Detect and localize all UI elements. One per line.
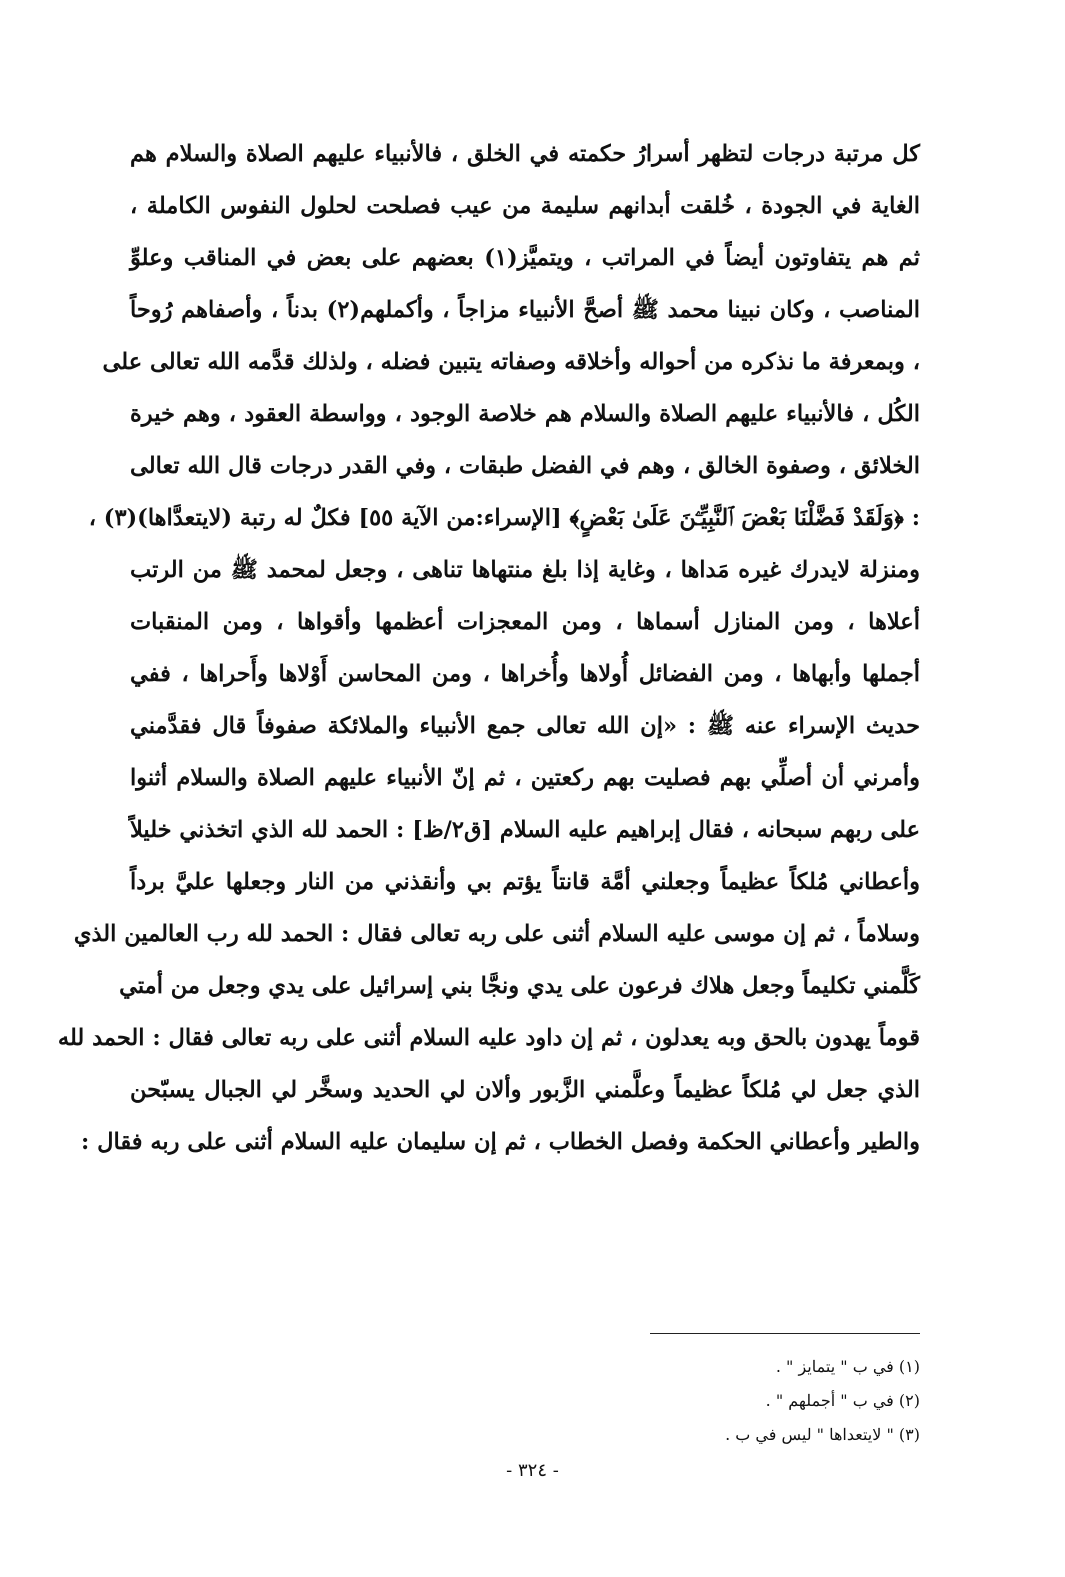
text-line-1: كل مرتبة درجات لتظهر أسرارُ حكمته في الخلق ، فالأنبياء عليهم الصلاة والسلام هم [130, 141, 920, 167]
page-number: - ٣٢٤ - [506, 1460, 559, 1481]
text-line-4: المناصب ، وكان نبينا محمد ﷺ أصحَّ الأنبياء مزاجاً ، وأكملهم(٢) بدناً ، وأصفاهم رُوحاً [130, 297, 920, 323]
text-line-8-quran-verse: : ﴿وَلَقَدْ فَضَّلْنَا بَعْضَ ٱلنَّبِيِّـۧنَ عَلَىٰ بَعْضٍ﴾ [الإسراء:من الآية ٥٥] فكلٌ له رتبة (لايتعدَّاها)(٣) ، [88, 505, 920, 531]
text-line-15: وأعطاني مُلكاً عظيماً وجعلني أمَّة قانتاً يؤتم بي وأنقذني من النار وجعلها عليَّ برداً [130, 869, 920, 895]
main-text-block [57, 128, 921, 1168]
footnote-separator-rule [650, 1333, 920, 1334]
footnote-1: (١) في ب " يتمايز " . [775, 1357, 920, 1376]
text-line-12: حديث الإسراء عنه ﷺ : «إن الله تعالى جمع الأنبياء والملائكة صفوفاً قال فقدَّمني [130, 713, 920, 739]
text-line-5: ، وبمعرفة ما نذكره من أحواله وأخلاقه وصفاته يتبين فضله ، ولذلك قدَّمه الله تعالى على [102, 349, 920, 375]
text-line-9: ومنزلة لايدرك غيره مَداها ، وغاية إذا بلغ منتهاها تناهى ، وجعل لمحمد ﷺ من الرتب [130, 557, 920, 583]
text-line-7: الخلائق ، وصفوة الخالق ، وهم في الفضل طبقات ، وفي القدر درجات قال الله تعالى [130, 453, 920, 479]
text-line-10: أعلاها ، ومن المنازل أسماها ، ومن المعجزات أعظمها وأقواها ، ومن المنقبات [130, 609, 920, 635]
footnote-3: (٣) " لايتعداها " ليس في ب . [725, 1425, 920, 1444]
text-line-19: الذي جعل لي مُلكاً عظيماً وعلَّمني الزَّبور وألان لي الحديد وسخَّر لي الجبال يسبّحن [130, 1077, 920, 1103]
text-line-20: والطير وأعطاني الحكمة وفصل الخطاب ، ثم إن سليمان عليه السلام أثنى على ربه فقال : [81, 1129, 920, 1155]
text-line-6: الكُل ، فالأنبياء عليهم الصلاة والسلام هم خلاصة الوجود ، وواسطة العقود ، وهم خيرة [130, 401, 920, 427]
footnotes-block [130, 1350, 920, 1452]
footnote-2: (٢) في ب " أجملهم " . [765, 1391, 920, 1410]
text-line-11: أجملها وأبهاها ، ومن الفضائل أُولاها وأُخراها ، ومن المحاسن أَوْلاها وأَحراها ، ففي [130, 661, 920, 687]
text-line-2: الغاية في الجودة ، خُلقت أبدانهم سليمة من عيب فصلحت لحلول النفوس الكاملة ، [130, 193, 920, 219]
text-line-17: كَلَّمني تكليماً وجعل هلاك فرعون على يدي ونجَّا بني إسرائيل على يدي وجعل من أمتي [119, 973, 920, 999]
text-line-14: على ربهم سبحانه ، فقال إبراهيم عليه السلام [ق٢/ظ] : الحمد لله الذي اتخذني خليلاً [130, 817, 921, 843]
text-line-13: وأمرني أن أصلِّي بهم فصليت بهم ركعتين ، ثم إنّ الأنبياء عليهم الصلاة والسلام أثنوا [130, 765, 920, 791]
text-line-3: ثم هم يتفاوتون أيضاً في المراتب ، ويتميَّز(١) بعضهم على بعض في المناقب وعلوِّ [130, 245, 920, 271]
text-line-16: وسلاماً ، ثم إن موسى عليه السلام أثنى على ربه تعالى فقال : الحمد لله رب العالمين الذي [73, 921, 920, 947]
text-line-18: قوماً يهدون بالحق وبه يعدلون ، ثم إن داود عليه السلام أثنى على ربه تعالى فقال : الحمد لله [57, 1025, 920, 1051]
